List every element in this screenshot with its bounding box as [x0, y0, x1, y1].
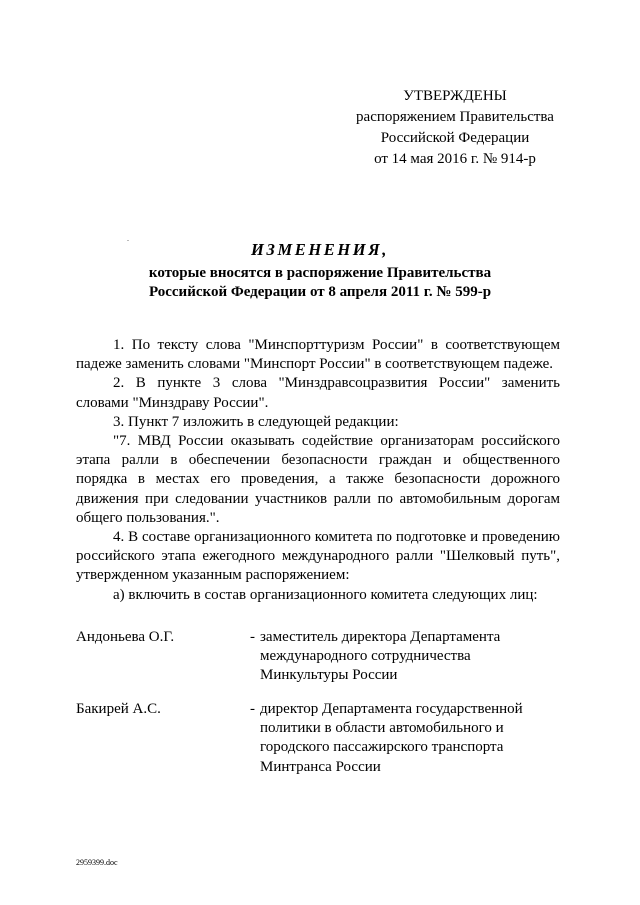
document-title: ИЗМЕНЕНИЯ, — [251, 240, 389, 259]
person-dash: - — [250, 701, 255, 717]
file-reference: 2959399.doc — [76, 858, 118, 867]
subtitle-line-1: которые вносятся в распоряжение Правительства — [148, 265, 492, 281]
approval-line-3: от 14 мая 2016 г. № 914-р — [374, 151, 536, 167]
person-role — [260, 628, 560, 686]
document-subtitle — [0, 264, 640, 302]
role-line: директор Департамента государственной — [260, 701, 523, 717]
role-line: Минтранса России — [260, 758, 381, 775]
person-name: Андоньева О.Г. — [76, 629, 175, 645]
paragraph-4: "7. МВД России оказывать содействие организаторам российского этапа ралли в обеспечении безопасности граждан и общественного порядка в местах его проведения, а также безопасности дорожного движения при следовании участников ралли по автомобильным дорогам общего пользования.". — [76, 433, 560, 526]
approval-line-1: распоряжением Правительства — [356, 109, 554, 125]
person-role — [260, 700, 560, 777]
paragraph-6: а) включить в состав организационного комитета следующих лиц: — [113, 586, 538, 603]
paragraph-5: 4. В составе организационного комитета по подготовке и проведению российского этапа ежегодного международного ралли "Шелковый путь", утвержденном указанным распоряжением: — [76, 529, 560, 584]
paragraph-3: 3. Пункт 7 изложить в следующей редакции: — [113, 413, 399, 430]
role-line: Минкультуры России — [260, 667, 398, 684]
role-line: политики в области автомобильного и — [260, 720, 504, 737]
approval-stamp — [350, 86, 560, 170]
approval-line-2: Российской Федерации — [380, 130, 530, 146]
paragraph-1: 1. По тексту слова "Минспорттуризм России" в соответствующем падеже заменить словами "Минспорт России" в соответствующем падеже. — [76, 337, 560, 373]
role-line: международного сотрудничества — [260, 648, 471, 665]
subtitle-line-2: Российской Федерации от 8 апреля 2011 г. № 599-р — [148, 284, 492, 300]
approval-heading: УТВЕРЖДЕНЫ — [403, 88, 507, 104]
role-line: городского пассажирского транспорта — [260, 739, 504, 756]
person-name: Бакирей А.С. — [76, 701, 161, 717]
role-line: заместитель директора Департамента — [260, 629, 501, 645]
document-body — [76, 336, 560, 605]
paragraph-2: 2. В пункте 3 слова "Минздравсоцразвития России" заменить словами "Минздраву России". — [76, 375, 560, 411]
person-dash: - — [250, 629, 255, 645]
